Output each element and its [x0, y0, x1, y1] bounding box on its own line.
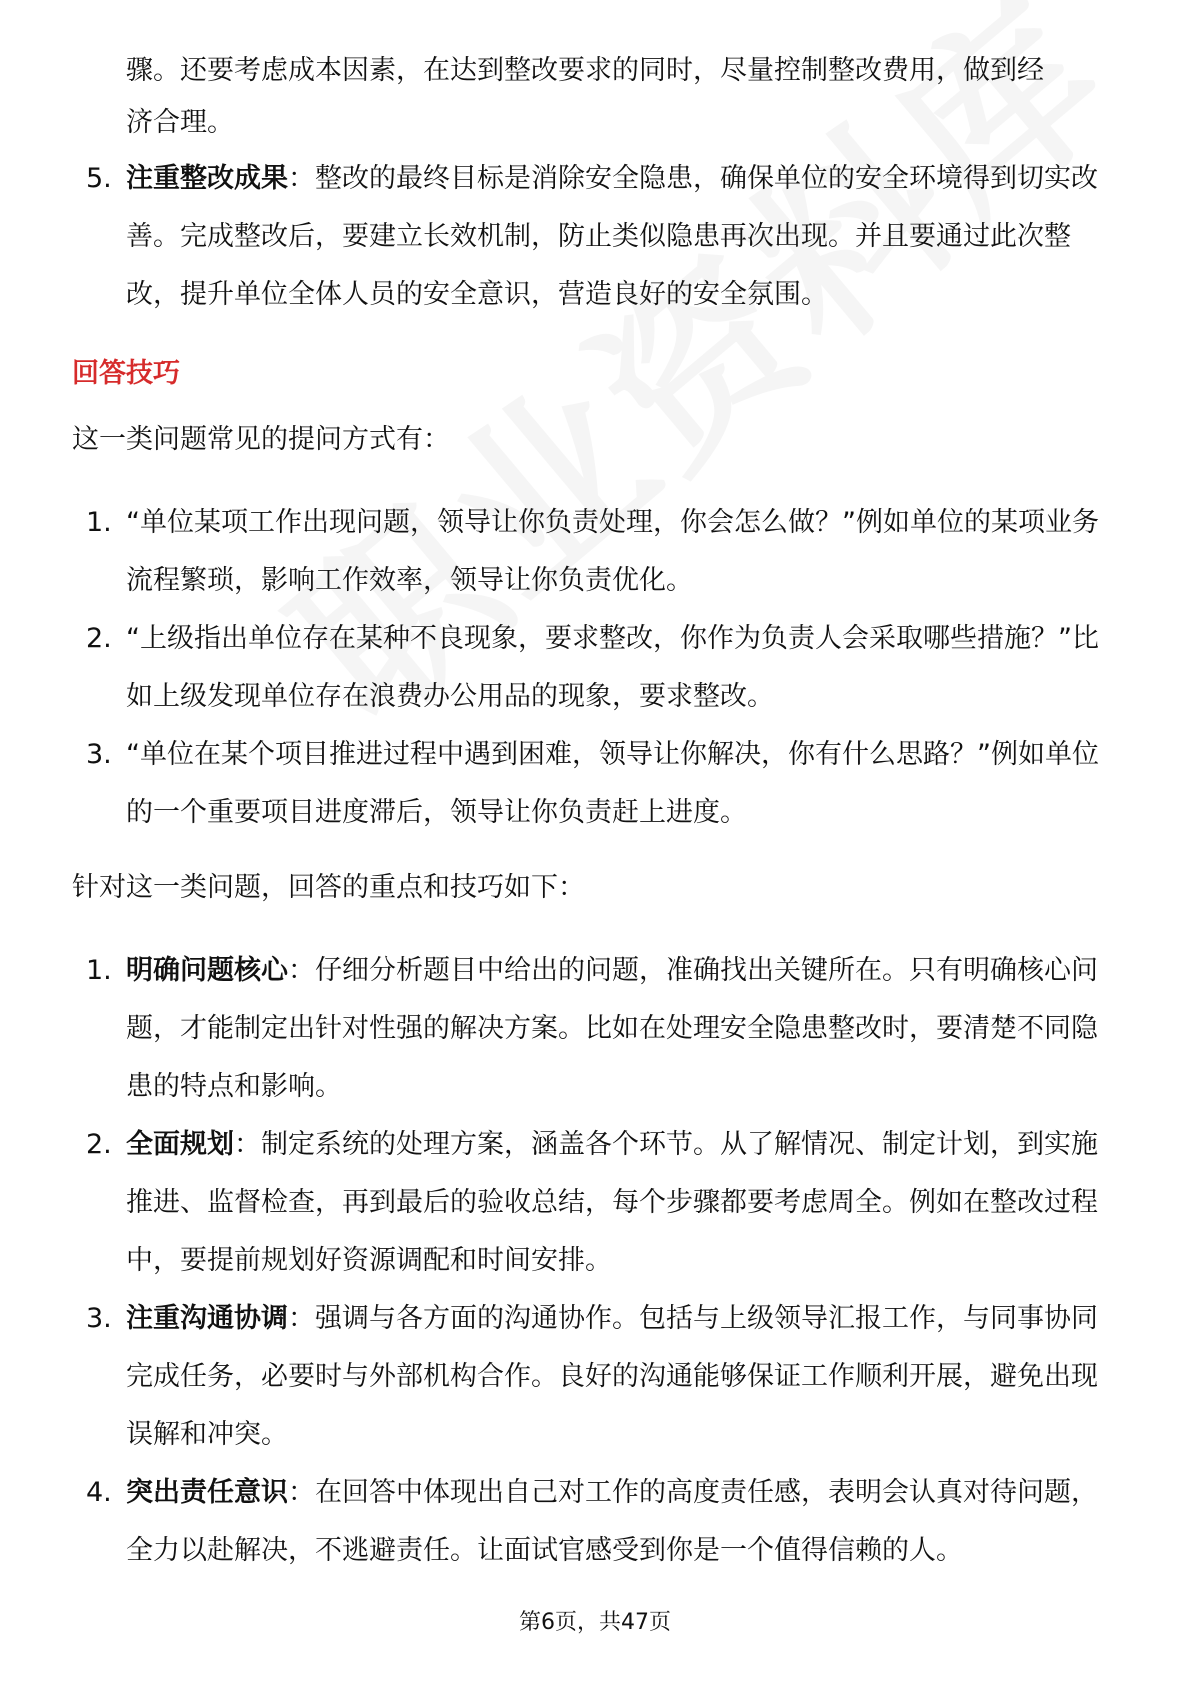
list-number: 4.	[86, 1477, 112, 1508]
list-item	[72, 494, 1122, 610]
questions-intro: 这一类问题常见的提问方式有：	[72, 424, 450, 455]
list-item	[72, 726, 1122, 842]
questions-list	[72, 494, 1122, 842]
tip-title: 注重沟通协调	[126, 1303, 288, 1334]
item-text: ：整改的最终目标是消除安全隐患，确保单位的安全环境得到切实改善。完成整改后，要建立长效机制，防止类似隐患再次出现。并且要通过此次整改，提升单位全体人员的安全意识，营造良好的安全氛围。	[126, 163, 1098, 310]
continuation-line-1: 骤。还要考虑成本因素，在达到整改要求的同时，尽量控制整改费用，做到经	[126, 55, 1044, 86]
list-number: 5.	[86, 163, 112, 194]
tip-text: ：制定系统的处理方案，涵盖各个环节。从了解情况、制定计划，到实施推进、监督检查，再到最后的验收总结，每个步骤都要考虑周全。例如在整改过程中，要提前规划好资源调配和时间安排。	[126, 1129, 1098, 1276]
list-item	[72, 942, 1122, 1116]
list-number: 3.	[86, 1303, 112, 1334]
page-content	[72, 42, 1122, 1580]
list-number: 3.	[86, 739, 112, 770]
tips-list	[72, 942, 1122, 1580]
list-number: 1.	[86, 507, 112, 538]
list-item	[72, 1290, 1122, 1464]
section-title: 回答技巧	[72, 358, 180, 389]
tip-title: 明确问题核心	[126, 955, 288, 986]
page-footer: 第6页，共47页	[519, 1610, 671, 1635]
question-text: “单位某项工作出现问题，领导让你负责处理，你会怎么做？”例如单位的某项业务流程繁琐，影响工作效率，领导让你负责优化。	[126, 507, 1099, 596]
tip-title: 全面规划	[126, 1129, 234, 1160]
list-number: 1.	[86, 955, 112, 986]
tips-intro: 针对这一类问题，回答的重点和技巧如下：	[72, 872, 585, 903]
continuation-line-2: 济合理。	[126, 107, 234, 138]
question-text: “上级指出单位存在某种不良现象，要求整改，你作为负责人会采取哪些措施？”比如上级发现单位存在浪费办公用品的现象，要求整改。	[126, 623, 1099, 712]
list-item	[72, 610, 1122, 726]
tip-text: ：仔细分析题目中给出的问题，准确找出关键所在。只有明确核心问题，才能制定出针对性强的解决方案。比如在处理安全隐患整改时，要清楚不同隐患的特点和影响。	[126, 955, 1098, 1102]
question-text: “单位在某个项目推进过程中遇到困难，领导让你解决，你有什么思路？”例如单位的一个重要项目进度滞后，领导让你负责赶上进度。	[126, 739, 1099, 828]
tip-text: ：在回答中体现出自己对工作的高度责任感，表明会认真对待问题，全力以赴解决，不逃避责任。让面试官感受到你是一个值得信赖的人。	[126, 1477, 1098, 1566]
list-item	[72, 1464, 1122, 1580]
list-item	[72, 1116, 1122, 1290]
tip-text: ：强调与各方面的沟通协作。包括与上级领导汇报工作，与同事协同完成任务，必要时与外部机构合作。良好的沟通能够保证工作顺利开展，避免出现误解和冲突。	[126, 1303, 1098, 1450]
item-title: 注重整改成果	[126, 163, 288, 194]
list-number: 2.	[86, 1129, 112, 1160]
list-item	[72, 150, 1122, 324]
prev-list-continued	[72, 150, 1122, 324]
list-number: 2.	[86, 623, 112, 654]
tip-title: 突出责任意识	[126, 1477, 288, 1508]
